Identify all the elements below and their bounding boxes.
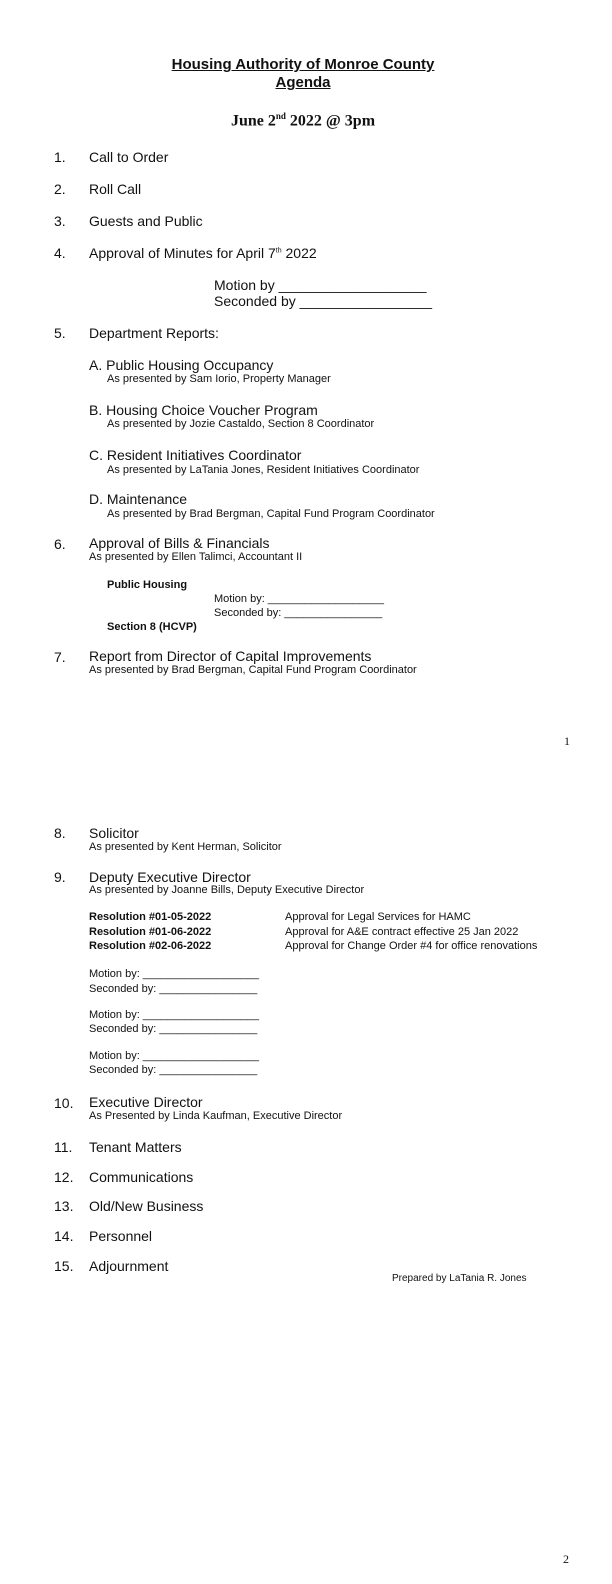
resolution-seconded-line: Seconded by: ________________: [89, 1023, 258, 1035]
resolution-id: Resolution #01-06-2022: [89, 926, 212, 938]
item-presenter: As presented by Kent Herman, Solicitor: [89, 841, 282, 853]
report-presenter: As presented by Brad Bergman, Capital Fund Program Coordinator: [107, 508, 435, 520]
item-communications: Communications: [89, 1169, 194, 1185]
item-number: 4.: [54, 245, 66, 261]
financials-motion-line: Motion by: ___________________: [214, 593, 385, 605]
public-housing-label: Public Housing: [107, 579, 188, 591]
item-deputy-executive-director: Deputy Executive Director: [89, 869, 251, 885]
item-text: 2022: [281, 245, 317, 261]
item-number: 2.: [54, 181, 66, 197]
item-number: 8.: [54, 825, 66, 841]
report-title: D. Maintenance: [89, 491, 188, 507]
page-number: 2: [563, 1552, 569, 1566]
resolution-seconded-line: Seconded by: ________________: [89, 983, 258, 995]
item-number: 14.: [54, 1228, 74, 1244]
item-number: 13.: [54, 1198, 74, 1214]
organization-title: Housing Authority of Monroe County: [171, 56, 435, 73]
item-old-new-business: Old/New Business: [89, 1198, 204, 1214]
resolution-description: Approval for Legal Services for HAMC: [285, 911, 471, 923]
item-number: 12.: [54, 1169, 74, 1185]
item-number: 7.: [54, 649, 66, 665]
report-title: A. Public Housing Occupancy: [89, 357, 274, 373]
resolution-id: Resolution #01-05-2022: [89, 911, 212, 923]
item-tenant-matters: Tenant Matters: [89, 1139, 182, 1155]
item-number: 10.: [54, 1095, 74, 1111]
item-number: 15.: [54, 1258, 74, 1274]
report-presenter: As presented by Jozie Castaldo, Section 8 Coordinator: [107, 418, 375, 430]
meeting-date: [0, 111, 606, 130]
item-presenter: As presented by Brad Bergman, Capital Fund Program Coordinator: [89, 664, 417, 676]
item-number: 11.: [54, 1139, 73, 1155]
date-day: June 2: [230, 112, 276, 130]
date-year-time: 2022 @ 3pm: [285, 112, 376, 130]
resolution-description: Approval for A&E contract effective 25 Jan 2022: [285, 926, 519, 938]
item-guests-public: Guests and Public: [89, 213, 203, 229]
item-executive-director: Executive Director: [89, 1094, 203, 1110]
prepared-by: Prepared by LaTania R. Jones: [392, 1273, 527, 1284]
item-text: Approval of Minutes for April 7: [89, 245, 276, 261]
item-presenter: As Presented by Linda Kaufman, Executive Director: [89, 1110, 343, 1122]
item-number: 9.: [54, 869, 66, 885]
resolution-seconded-line: Seconded by: ________________: [89, 1064, 258, 1076]
item-call-to-order: Call to Order: [89, 149, 169, 165]
item-number: 3.: [54, 213, 66, 229]
item-presenter: As presented by Joanne Bills, Deputy Executive Director: [89, 884, 365, 896]
resolution-motion-line: Motion by: ___________________: [89, 968, 260, 980]
section8-label: Section 8 (HCVP): [107, 621, 197, 633]
item-approval-minutes: [89, 245, 317, 261]
date-suffix: nd: [275, 111, 286, 121]
financials-seconded-line: Seconded by: ________________: [214, 607, 383, 619]
agenda-title: Agenda: [275, 74, 331, 91]
report-presenter: As presented by LaTania Jones, Resident Initiatives Coordinator: [107, 464, 420, 476]
item-number: 1.: [54, 149, 66, 165]
report-presenter: As presented by Sam Iorio, Property Manager: [107, 373, 331, 385]
item-department-reports: Department Reports:: [89, 325, 219, 341]
item-presenter: As presented by Ellen Talimci, Accountant II: [89, 551, 303, 563]
minutes-seconded-line: Seconded by _________________: [214, 293, 432, 309]
item-bills-financials: Approval of Bills & Financials: [89, 535, 270, 551]
item-solicitor: Solicitor: [89, 825, 139, 841]
item-number: 5.: [54, 325, 66, 341]
report-title: B. Housing Choice Voucher Program: [89, 402, 318, 418]
minutes-motion-line: Motion by ___________________: [214, 277, 427, 293]
item-roll-call: Roll Call: [89, 181, 142, 197]
item-number: 6.: [54, 536, 66, 552]
page-number: 1: [564, 734, 570, 748]
item-adjournment: Adjournment: [89, 1258, 169, 1274]
ordinal-suffix: th: [275, 247, 282, 255]
resolution-motion-line: Motion by: ___________________: [89, 1050, 260, 1062]
item-capital-improvements: Report from Director of Capital Improvements: [89, 648, 372, 664]
resolution-id: Resolution #02-06-2022: [89, 940, 212, 952]
item-personnel: Personnel: [89, 1228, 153, 1244]
resolution-motion-line: Motion by: ___________________: [89, 1009, 260, 1021]
report-title: C. Resident Initiatives Coordinator: [89, 447, 302, 463]
resolution-description: Approval for Change Order #4 for office renovations: [285, 940, 538, 952]
